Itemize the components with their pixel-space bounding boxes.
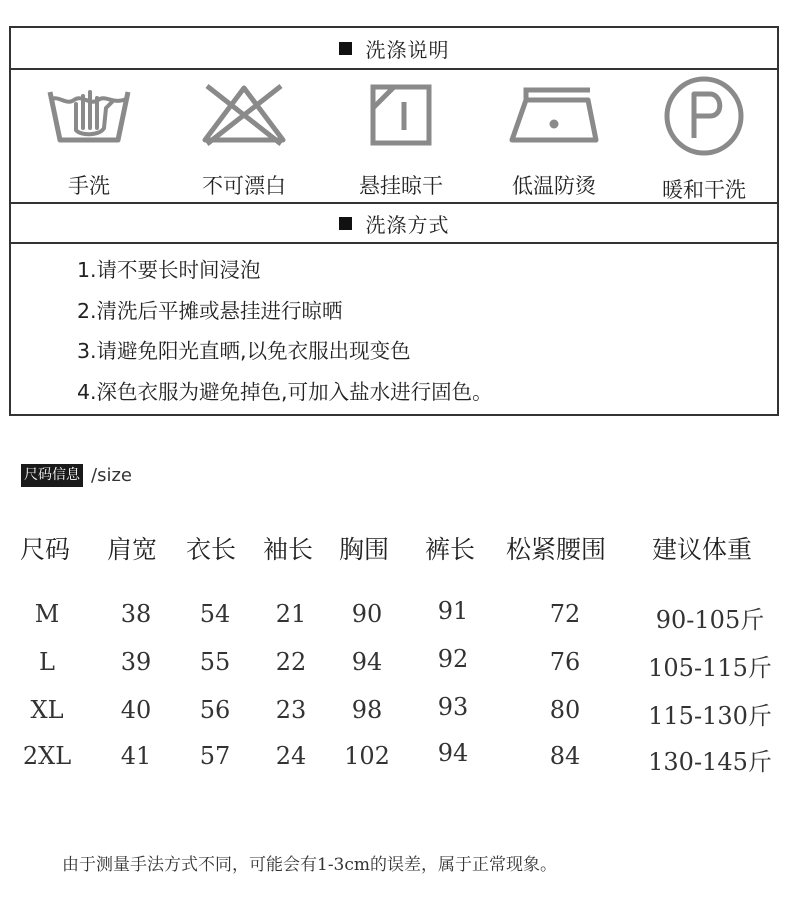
care-label-hand-wash: 手洗 — [68, 174, 110, 198]
table-cell: 72 — [549, 600, 581, 628]
table-header: 衣长 — [186, 535, 237, 564]
care-item-hand-wash — [14, 70, 164, 202]
table-cell: L — [39, 648, 55, 676]
table-header: 松紧腰围 — [506, 535, 607, 564]
method-title: 洗涤方式 — [365, 212, 450, 237]
table-cell: 76 — [549, 648, 581, 676]
table-cell: 41 — [120, 742, 152, 770]
care-label-dry-clean: 暖和干洗 — [662, 178, 746, 202]
table-cell: 94 — [351, 648, 383, 676]
table-header: 建议体重 — [652, 535, 753, 564]
table-header: 袖长 — [263, 535, 314, 564]
table-cell: 56 — [199, 696, 231, 724]
method-item: 1.请不要长时间浸泡 — [77, 258, 261, 282]
table-header: 胸围 — [339, 535, 390, 564]
method-title-bar — [11, 202, 777, 244]
care-icons-row — [11, 70, 777, 202]
size-info-suffix: /size — [91, 465, 132, 486]
square-bullet-icon — [339, 42, 352, 55]
care-instructions-box — [9, 26, 779, 416]
dry-clean-icon — [662, 74, 746, 158]
hand-wash-icon — [46, 82, 132, 148]
table-cell: 55 — [199, 648, 231, 676]
table-cell: 54 — [199, 600, 231, 628]
table-header: 肩宽 — [107, 535, 158, 564]
table-cell: 92 — [437, 645, 469, 673]
table-cell: 94 — [437, 739, 469, 767]
care-title: 洗涤说明 — [365, 37, 450, 62]
table-cell: 84 — [549, 742, 581, 770]
table-cell: 105-115斤 — [648, 654, 772, 682]
table-cell: 98 — [351, 696, 383, 724]
care-label-hang-dry: 悬挂晾干 — [359, 174, 443, 198]
care-label-low-iron: 低温防烫 — [512, 174, 596, 198]
low-iron-icon — [504, 82, 604, 148]
table-cell: M — [34, 600, 60, 628]
table-cell: 90-105斤 — [655, 606, 765, 634]
table-cell: 38 — [120, 600, 152, 628]
table-cell: 93 — [437, 693, 469, 721]
hang-dry-icon — [368, 82, 434, 148]
table-cell: 21 — [275, 600, 307, 628]
care-item-hang-dry — [326, 70, 476, 202]
table-cell: 102 — [344, 742, 390, 770]
method-item: 3.请避免阳光直晒,以免衣服出现变色 — [77, 339, 411, 363]
square-bullet-icon — [339, 217, 352, 230]
table-cell: 39 — [120, 648, 152, 676]
care-item-low-iron — [479, 70, 629, 202]
table-cell: 130-145斤 — [648, 748, 772, 776]
method-list — [77, 256, 493, 418]
table-cell: XL — [30, 696, 64, 724]
table-cell: 2XL — [22, 742, 72, 770]
care-label-no-bleach: 不可漂白 — [202, 174, 286, 198]
table-cell: 23 — [275, 696, 307, 724]
table-cell: 22 — [275, 648, 307, 676]
care-item-no-bleach — [169, 70, 319, 202]
table-cell: 40 — [120, 696, 152, 724]
method-item: 4.深色衣服为避免掉色,可加入盐水进行固色。 — [77, 379, 493, 404]
method-item: 2.清洗后平摊或悬挂进行晾晒 — [77, 298, 343, 323]
table-cell: 80 — [549, 696, 581, 724]
table-cell: 115-130斤 — [648, 702, 772, 730]
table-cell: 91 — [437, 597, 469, 625]
care-title-bar — [11, 28, 777, 70]
table-cell: 24 — [275, 742, 307, 770]
table-header: 尺码 — [20, 535, 71, 564]
table-cell: 90 — [351, 600, 383, 628]
table-cell: 57 — [199, 742, 231, 770]
care-item-dry-clean — [629, 70, 779, 202]
measurement-note: 由于测量手法方式不同，可能会有1-3cm的误差，属于正常现象。 — [62, 855, 558, 875]
no-bleach-icon — [197, 82, 291, 148]
size-info-tag — [21, 464, 132, 487]
table-header: 裤长 — [425, 535, 476, 564]
size-info-label: 尺码信息 — [21, 464, 83, 487]
